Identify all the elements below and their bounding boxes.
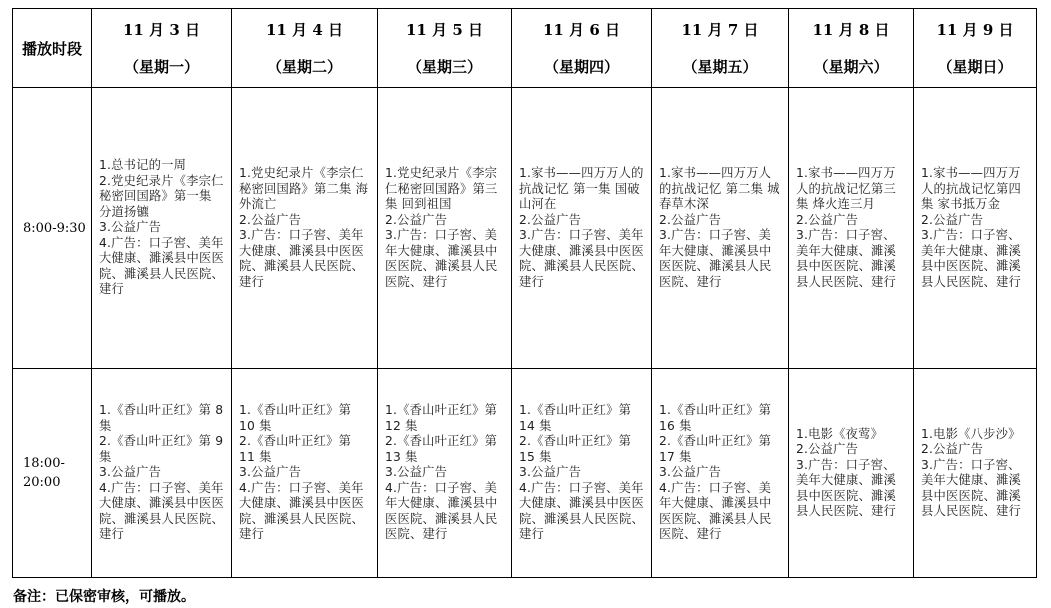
program-item: 1.《香山叶正红》第 8 集	[99, 403, 228, 433]
program-item: 2.公益广告	[519, 212, 582, 227]
program-item: 1.家书——四万万人的抗战记忆 第一集 国破山河在	[519, 166, 644, 211]
slot-header	[13, 9, 92, 88]
program-item: 3.广告：口子窖、美年大健康、濉溪县中医医院、濉溪县人民医院、建行	[519, 228, 644, 289]
program-item: 4.广告：口子窖、美年大健康、濉溪县中医医院、濉溪县人民医院、建行	[519, 480, 644, 542]
program-item: 1.《香山叶正红》第 12 集	[385, 403, 502, 433]
day-weekday: （星期日）	[937, 58, 1013, 76]
day-date: 11 月 5 日	[406, 21, 483, 39]
program-item: 1.电影《夜莺》	[796, 426, 884, 441]
program-item: 2.《香山叶正红》第 15 集	[519, 434, 636, 464]
day-header	[914, 9, 1037, 88]
program-item: 2.公益广告	[659, 212, 722, 227]
program-item: 3.公益广告	[519, 465, 582, 480]
program-item: 2.公益广告	[796, 442, 859, 456]
morning-row	[13, 88, 1037, 369]
day-weekday: （星期四）	[543, 58, 619, 76]
program-item: 3.公益广告	[99, 220, 162, 235]
program-cell	[378, 88, 512, 369]
program-item: 3.公益广告	[239, 465, 302, 480]
program-cell	[789, 369, 914, 578]
program-item: 2.《香山叶正红》第 17 集	[659, 434, 776, 464]
day-header	[652, 9, 789, 88]
schedule-table	[12, 8, 1037, 578]
day-date: 11 月 6 日	[543, 21, 620, 39]
program-item: 4.广告：口子窖、美年大健康、濉溪县中医医院、濉溪县人民医院、建行	[239, 480, 364, 542]
program-item: 1.《香山叶正红》第 14 集	[519, 403, 636, 433]
program-item: 1.电影《八步沙》	[921, 426, 1021, 441]
program-item: 3.广告：口子窖、美年大健康、濉溪县中医医院、濉溪县人民医院、建行	[385, 228, 498, 289]
program-item: 1.《香山叶正红》第 10 集	[239, 403, 356, 433]
day-weekday: （星期三）	[406, 58, 482, 76]
day-weekday: （星期五）	[682, 58, 758, 76]
program-item: 3.广告：口子窖、美年大健康、濉溪县中医医院、濉溪县人民医院、建行	[659, 228, 772, 289]
day-weekday: （星期二）	[266, 58, 342, 76]
program-item: 2.公益广告	[796, 212, 859, 227]
program-cell	[232, 88, 378, 369]
program-item: 2.《香山叶正红》第 9 集	[99, 434, 228, 464]
program-cell	[914, 369, 1037, 578]
program-cell	[652, 88, 789, 369]
day-date: 11 月 7 日	[681, 21, 759, 39]
program-item: 1.家书——四万万人的抗战记忆第三集 烽火连三月	[796, 166, 896, 211]
program-item: 3.广告：口子窖、美年大健康、濉溪县中医医院、濉溪县人民医院、建行	[921, 457, 1021, 518]
program-item: 3.公益广告	[385, 465, 448, 480]
day-weekday: （星期六）	[813, 58, 889, 76]
day-weekday: （星期一）	[123, 58, 199, 76]
day-date: 11 月 8 日	[812, 21, 890, 39]
program-item: 2.公益广告	[921, 212, 984, 227]
program-cell	[378, 369, 512, 578]
program-item: 4.广告：口子窖、美年大健康、濉溪县中医医院、濉溪县人民医院、建行	[385, 480, 498, 542]
program-item: 1.家书——四万万人的抗战记忆第四集 家书抵万金	[921, 166, 1021, 211]
day-header	[512, 9, 652, 88]
program-cell	[512, 369, 652, 578]
day-header	[789, 9, 914, 88]
program-item: 3.广告：口子窖、美年大健康、濉溪县中医医院、濉溪县人民医院、建行	[239, 228, 364, 289]
program-item: 3.广告：口子窖、美年大健康、濉溪县中医医院、濉溪县人民医院、建行	[921, 228, 1021, 289]
footer-note: 备注：已保密审核，可播放。	[13, 589, 195, 605]
program-item: 2.《香山叶正红》第 11 集	[239, 434, 356, 464]
program-item: 4.广告：口子窖、美年大健康、濉溪县中医医院、濉溪县人民医院、建行	[659, 480, 772, 542]
program-item: 2.《香山叶正红》第 13 集	[385, 434, 502, 464]
program-cell	[789, 88, 914, 369]
program-item: 2.党史纪录片《李宗仁秘密回国路》第一集 分道扬镳	[99, 173, 224, 219]
program-item: 2.公益广告	[385, 212, 448, 227]
evening-row	[13, 369, 1037, 578]
program-item: 3.公益广告	[659, 465, 722, 480]
day-header	[92, 9, 232, 88]
program-cell	[92, 369, 232, 578]
day-date: 11 月 4 日	[266, 21, 343, 39]
day-header	[232, 9, 378, 88]
program-cell	[914, 88, 1037, 369]
header-row	[13, 9, 1037, 88]
program-item: 3.广告：口子窖、美年大健康、濉溪县中医医院、濉溪县人民医院、建行	[796, 457, 896, 518]
program-item: 1.《香山叶正红》第 16 集	[659, 403, 776, 433]
program-cell	[512, 88, 652, 369]
program-item: 2.公益广告	[239, 212, 302, 227]
program-item: 2.公益广告	[921, 442, 984, 456]
program-item: 4.广告：口子窖、美年大健康、濉溪县中医医院、濉溪县人民医院、建行	[99, 480, 224, 542]
program-item: 1.党史纪录片《李宗仁秘密回国路》第三集 回到祖国	[385, 166, 498, 211]
program-item: 3.广告：口子窖、美年大健康、濉溪县中医医院、濉溪县人民医院、建行	[796, 228, 896, 289]
day-date: 11 月 3 日	[123, 21, 200, 39]
day-header	[378, 9, 512, 88]
day-date: 11 月 9 日	[936, 21, 1014, 39]
program-item: 1.总书记的一周	[99, 158, 187, 173]
time-slot: 8:00-9:30	[13, 88, 92, 369]
time-slot: 18:00-20:00	[13, 369, 92, 578]
program-cell	[92, 88, 232, 369]
slot-label: 播放时段	[21, 39, 82, 58]
program-item: 1.党史纪录片《李宗仁秘密回国路》第二集 海外流亡	[239, 166, 369, 211]
program-item: 1.家书——四万万人的抗战记忆 第二集 城春草木深	[659, 166, 780, 211]
program-cell	[652, 369, 789, 578]
program-item: 3.公益广告	[99, 465, 162, 480]
program-cell	[232, 369, 378, 578]
program-item: 4.广告：口子窖、美年大健康、濉溪县中医医院、濉溪县人民医院、建行	[99, 235, 224, 297]
